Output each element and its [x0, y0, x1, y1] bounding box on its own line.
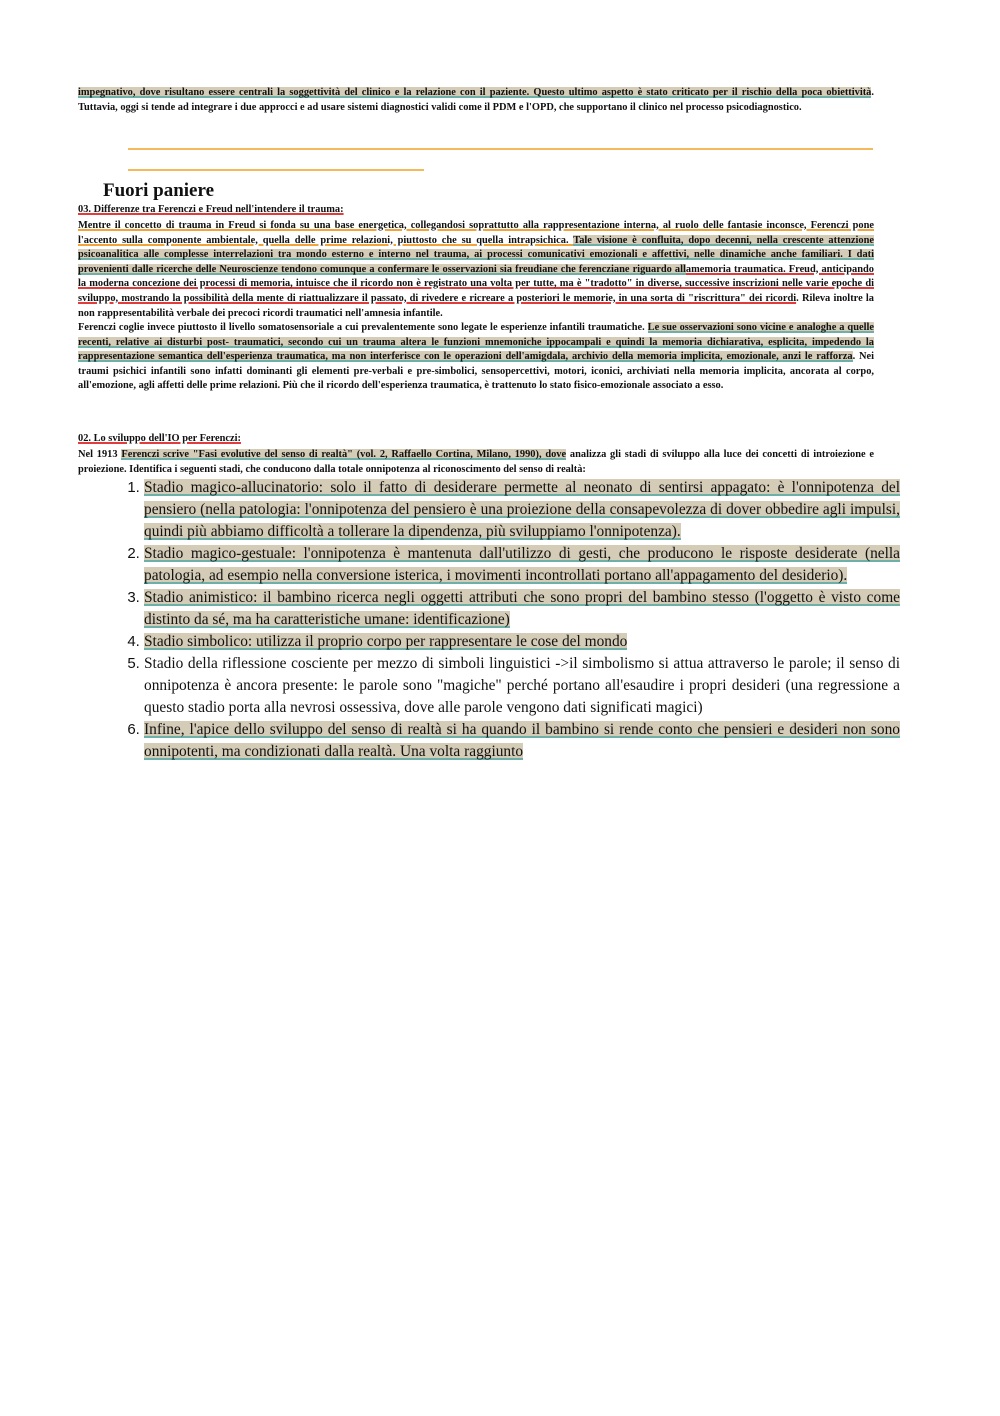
orange-divider-line [128, 148, 873, 150]
q03-p2-end: . Nei traumi psichici infantili sono infatti dominanti gli elementi pre-verbali e pre-simbolici, sensopercettivi, motori, iconici, archiviati nella memoria implicita, ancorata al corpo, all'emozione, agli affetti delle prime relazioni. Più che il ricordo dell'esperienza traumatica, è trattenuto lo stato fisico-emozionale associato a esso. [78, 351, 875, 392]
q03-p1-highlight: Tale visione è confluita, dopo decenni, nella crescente attenzione psicoanalitica alle complesse interrelazioni tra mondo esterno e interno nel trauma, ai processi comunicativi emozionali e affettivi, nelle dinamiche anche familiari. I dati provenienti dalle ricerche delle Neuroscienze tendono comunque a confermare le osservazioni sia freudiane che ferencziane riguardo all [78, 234, 875, 275]
stage-4-text: Stadio simbolico: utilizza il proprio corpo per rappresentare le cose del mondo [144, 633, 628, 650]
q02-p1-start: Nel 1913 [78, 449, 122, 460]
stage-1-text: Stadio magico-allucinatorio: solo il fatto di desiderare permette al neonato di sentirsi appagato: è l'onnipotenza del pensiero (nella patologia: l'onnipotenza del pensiero è una proiezione della consapevolezza di dover obbedire agli impulsi, quindi più abbiamo difficoltà a tollerare la dipendenza, più sviluppiamo l'onnipotenza). [144, 479, 900, 540]
stage-6-text: Infine, l'apice dello sviluppo del senso di realtà si ha quando il bambino si rende conto che pensieri e desideri non sono onnipotenti, ma condizionati dalla realtà. Una volta raggiunto [144, 721, 900, 760]
q02-heading: 02. Lo sviluppo dell'IO per Ferenczi: [78, 433, 241, 444]
q03-p1-underline: amemoria traumatica. Freud, anticipando la moderna concezione dei processi di memoria, intuisce che il ricordo non è registrato una volta per tutte, ma è "tradotto" in diverse, successive inscrizioni nelle varie epoche di sviluppo, mostrando la possibilità della mente di riattualizzare il passato, di rivedere e ricreare a posteriori le memorie, in una sorta di "riscrittura" dei ricordi [78, 263, 874, 304]
list-item [144, 587, 900, 631]
list-item [144, 719, 900, 763]
stages-list [118, 477, 900, 763]
q02-paragraph [78, 448, 874, 477]
q03-p2-text: Ferenczi coglie invece piuttosto il livello somatosensoriale a cui prevalentemente sono legate le esperienze infantili traumatiche. [78, 322, 648, 333]
q03-heading: 03. Differenze tra Ferenczi e Freud nell'intendere il trauma: [78, 204, 344, 215]
orange-divider-line-short [128, 169, 424, 171]
q03-p1-end: . Rileva inoltre la non rappresentabilità verbale dei precoci ricordi traumatici nell'amnesia infantile. [78, 292, 874, 319]
q03-paragraph-1 [78, 219, 874, 321]
q02-p1-highlight: Ferenczi scrive "Fasi evolutive del senso di realtà" (vol. 2, Raffaello Cortina, Milano, 1990), dove [121, 449, 567, 460]
intro-paragraph [78, 86, 874, 115]
list-item [144, 631, 900, 653]
intro-highlight: impegnativo, dove risultano essere centrali la soggettività del clinico e la relazione con il paziente. Questo ultimo aspetto è stato criticato per il rischio della poca obiettività [78, 87, 872, 98]
section-title: Fuori paniere [103, 180, 215, 201]
stage-3-text: Stadio animistico: il bambino ricerca negli oggetti attributi che sono propri del bambino stesso (l'oggetto è visto come distinto da sé, ma ha caratteristiche umane: identificazione) [144, 589, 900, 628]
list-item [144, 653, 900, 719]
q03-paragraph-2 [78, 321, 874, 394]
stage-5-text: Stadio della riflessione cosciente per mezzo di simboli linguistici ->il simbolismo si attua attraverso le parole; il senso di onnipotenza è ancora presente: le parole sono "magiche" perché portano all'esaudire i propri desideri (una regressione a questo stadio porta alla nevrosi ossessiva, dove alle parole vengono dati significati magici) [144, 655, 900, 716]
intro-rest: . Tuttavia, oggi si tende ad integrare i due approcci e ad usare sistemi diagnostici validi come il PDM e l'OPD, che supportano il clinico nel processo psicodiagnostico. [78, 87, 874, 113]
q03-p1-text: Mentre il concetto di trauma in Freud si fonda su una base energetica, collegandosi soprattutto alla rappresentazione interna, al ruolo delle fantasie inconsce, Ferenczi pone l'accento sulla componente ambientale, quella delle prime relazioni, piuttosto che su quella intrapsichica. [78, 220, 874, 246]
list-item [144, 477, 900, 543]
stage-2-text: Stadio magico-gestuale: l'onnipotenza è mantenuta dall'utilizzo di gesti, che producono le risposte desiderate (nella patologia, ad esempio nella conversione isterica, i movimenti incontrollati portano all'appagamento del desiderio). [144, 545, 900, 584]
q03-p2-highlight: Le sue osservazioni sono vicine e analoghe a quelle recenti, relative ai disturbi post- traumatici, secondo cui un trauma altera le funzioni mnemoniche ippocampali e quindi la memoria dichiarativa, esplicita, impedendo la rappresentazione semantica dell'esperienza traumatica, ma non interferisce con le operazioni dell'amigdala, archivio della memoria implicita, emozionale, anzi le rafforza [78, 322, 874, 363]
list-item [144, 543, 900, 587]
q02-p1-end: analizza gli stadi di sviluppo alla luce dei concetti di introiezione e proiezione. Identifica i seguenti stadi, che conducono dalla totale onnipotenza al riconoscimento del senso di realtà: [78, 449, 874, 475]
